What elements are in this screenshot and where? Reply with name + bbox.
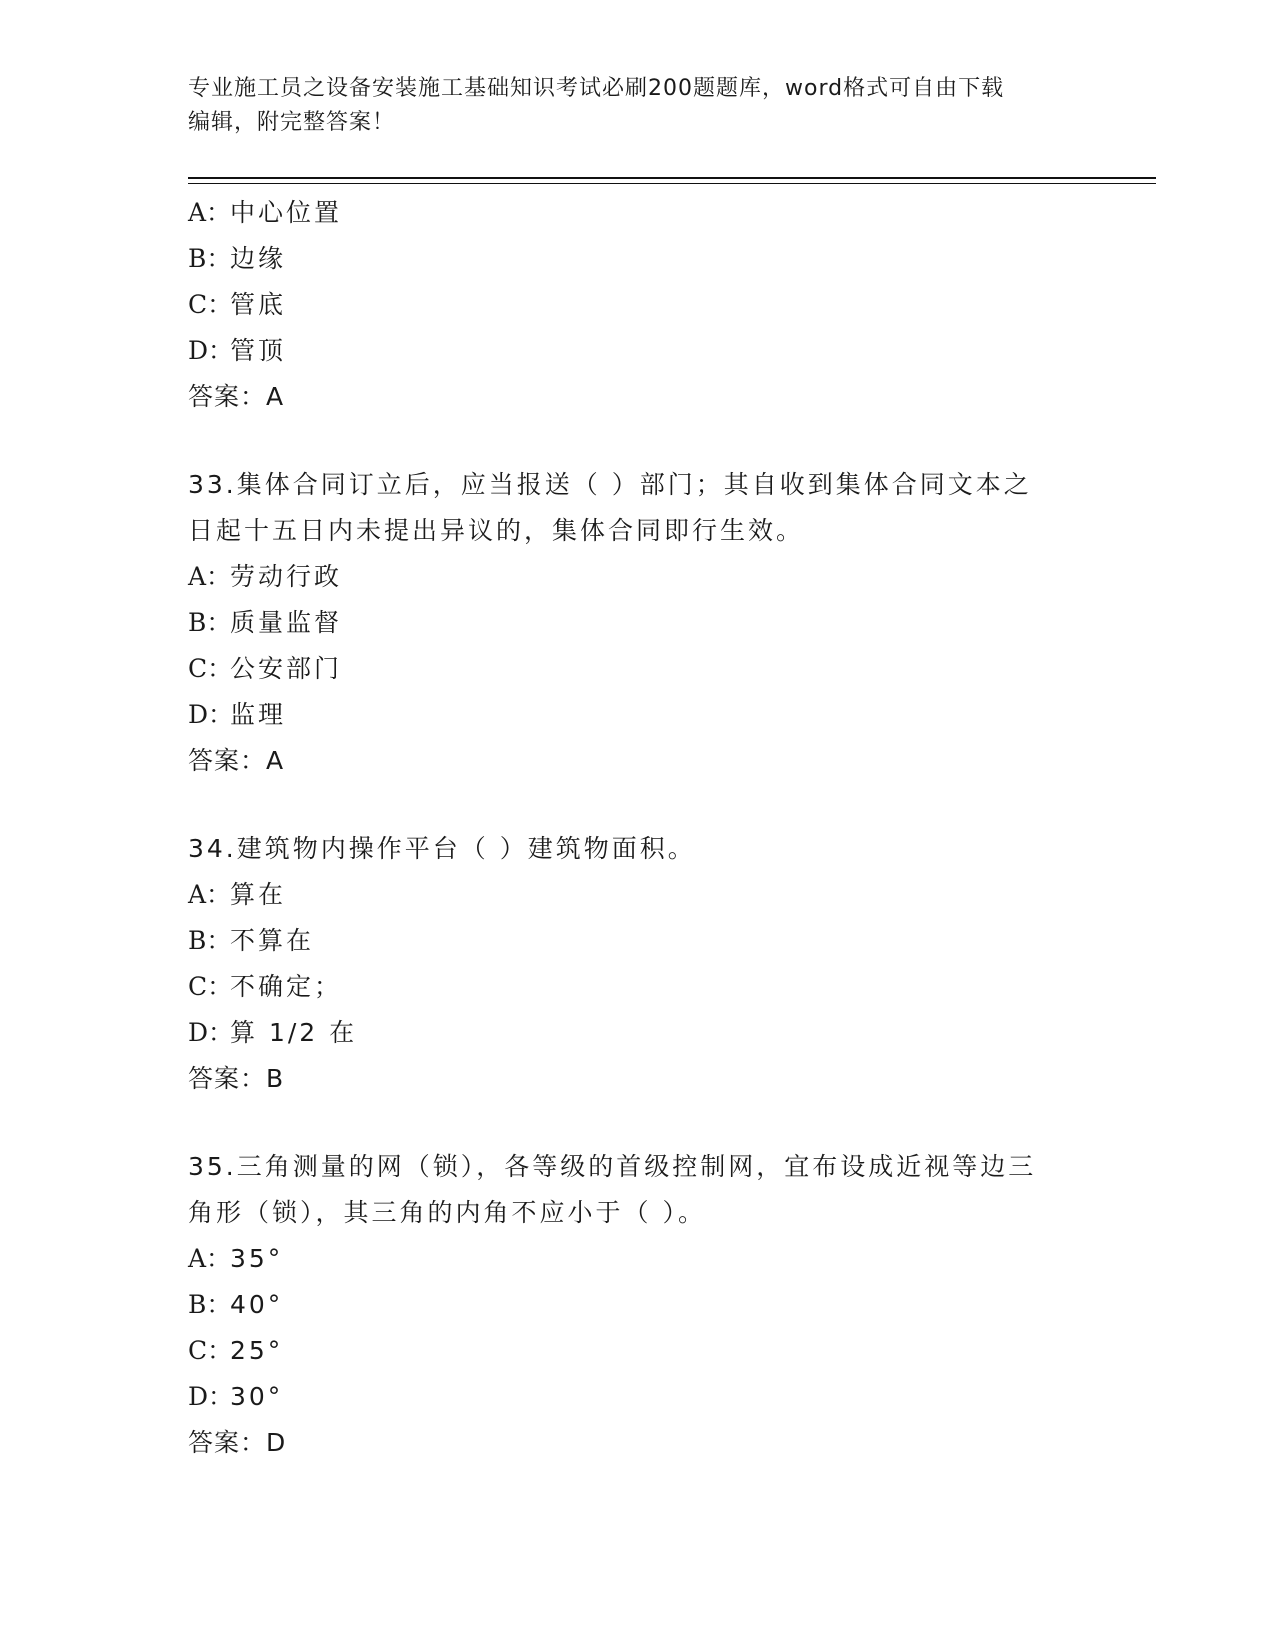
option-a bbox=[188, 190, 1088, 236]
question-block-34 bbox=[188, 826, 1088, 1102]
option-text: 算在 bbox=[230, 880, 287, 909]
option-key: B： bbox=[188, 926, 232, 955]
option-key: D： bbox=[188, 1018, 234, 1047]
question-list bbox=[188, 190, 1088, 1466]
option-c bbox=[188, 646, 1088, 692]
header-divider-thick bbox=[188, 177, 1156, 179]
option-key: A： bbox=[188, 562, 232, 591]
option-text: 35° bbox=[230, 1244, 284, 1273]
question-stem-cont: 日起十五日内未提出异议的，集体合同即行生效。 bbox=[188, 516, 805, 545]
option-b bbox=[188, 236, 1088, 282]
option-text: 不确定； bbox=[230, 972, 343, 1001]
option-key: D： bbox=[188, 1382, 234, 1411]
document-header bbox=[188, 72, 1088, 140]
option-text: 25° bbox=[230, 1336, 284, 1365]
question-block-35 bbox=[188, 1144, 1088, 1466]
option-text: 40° bbox=[230, 1290, 284, 1319]
header-title-line1: 专业施工员之设备安装施工基础知识考试必刷200题题库，word格式可自由下载 bbox=[188, 76, 1005, 101]
option-key: D： bbox=[188, 700, 234, 729]
option-text: 算 1/2 在 bbox=[230, 1018, 358, 1047]
question-block-33 bbox=[188, 462, 1088, 784]
option-text: 质量监督 bbox=[230, 608, 343, 637]
option-c bbox=[188, 1328, 1088, 1374]
option-c bbox=[188, 964, 1088, 1010]
option-text: 劳动行政 bbox=[230, 562, 343, 591]
option-text: 30° bbox=[230, 1382, 284, 1411]
question-stem-cont: 角形（锁），其三角的内角不应小于（ ）。 bbox=[188, 1198, 706, 1227]
header-divider-thin bbox=[188, 183, 1156, 184]
answer-line: 答案：D bbox=[188, 1428, 287, 1457]
question-stem: 34.建筑物内操作平台（ ）建筑物面积。 bbox=[188, 834, 696, 863]
option-text: 监理 bbox=[230, 700, 287, 729]
header-title-line2: 编辑，附完整答案！ bbox=[188, 110, 396, 135]
option-b bbox=[188, 918, 1088, 964]
option-a bbox=[188, 554, 1088, 600]
question-block-32 bbox=[188, 190, 1088, 420]
option-key: B： bbox=[188, 1290, 232, 1319]
option-text: 边缘 bbox=[230, 244, 287, 273]
option-text: 管底 bbox=[230, 290, 287, 319]
option-key: D： bbox=[188, 336, 234, 365]
answer-line: 答案：A bbox=[188, 382, 285, 411]
option-key: A： bbox=[188, 198, 232, 227]
option-key: B： bbox=[188, 244, 232, 273]
option-key: C： bbox=[188, 972, 233, 1001]
option-key: C： bbox=[188, 1336, 233, 1365]
option-d bbox=[188, 1374, 1088, 1420]
option-d bbox=[188, 692, 1088, 738]
option-text: 中心位置 bbox=[230, 198, 343, 227]
option-b bbox=[188, 1282, 1088, 1328]
answer-line: 答案：A bbox=[188, 746, 285, 775]
question-stem: 33.集体合同订立后，应当报送（ ）部门；其自收到集体合同文本之 bbox=[188, 470, 1032, 499]
answer-line: 答案：B bbox=[188, 1064, 285, 1093]
option-b bbox=[188, 600, 1088, 646]
option-key: C： bbox=[188, 290, 233, 319]
option-text: 不算在 bbox=[230, 926, 315, 955]
option-a bbox=[188, 1236, 1088, 1282]
option-key: B： bbox=[188, 608, 232, 637]
option-text: 公安部门 bbox=[230, 654, 343, 683]
option-d bbox=[188, 1010, 1088, 1056]
option-key: A： bbox=[188, 880, 232, 909]
option-a bbox=[188, 872, 1088, 918]
option-text: 管顶 bbox=[230, 336, 287, 365]
option-d bbox=[188, 328, 1088, 374]
option-c bbox=[188, 282, 1088, 328]
question-stem: 35.三角测量的网（锁），各等级的首级控制网，宜布设成近视等边三 bbox=[188, 1152, 1037, 1181]
option-key: A： bbox=[188, 1244, 232, 1273]
option-key: C： bbox=[188, 654, 233, 683]
